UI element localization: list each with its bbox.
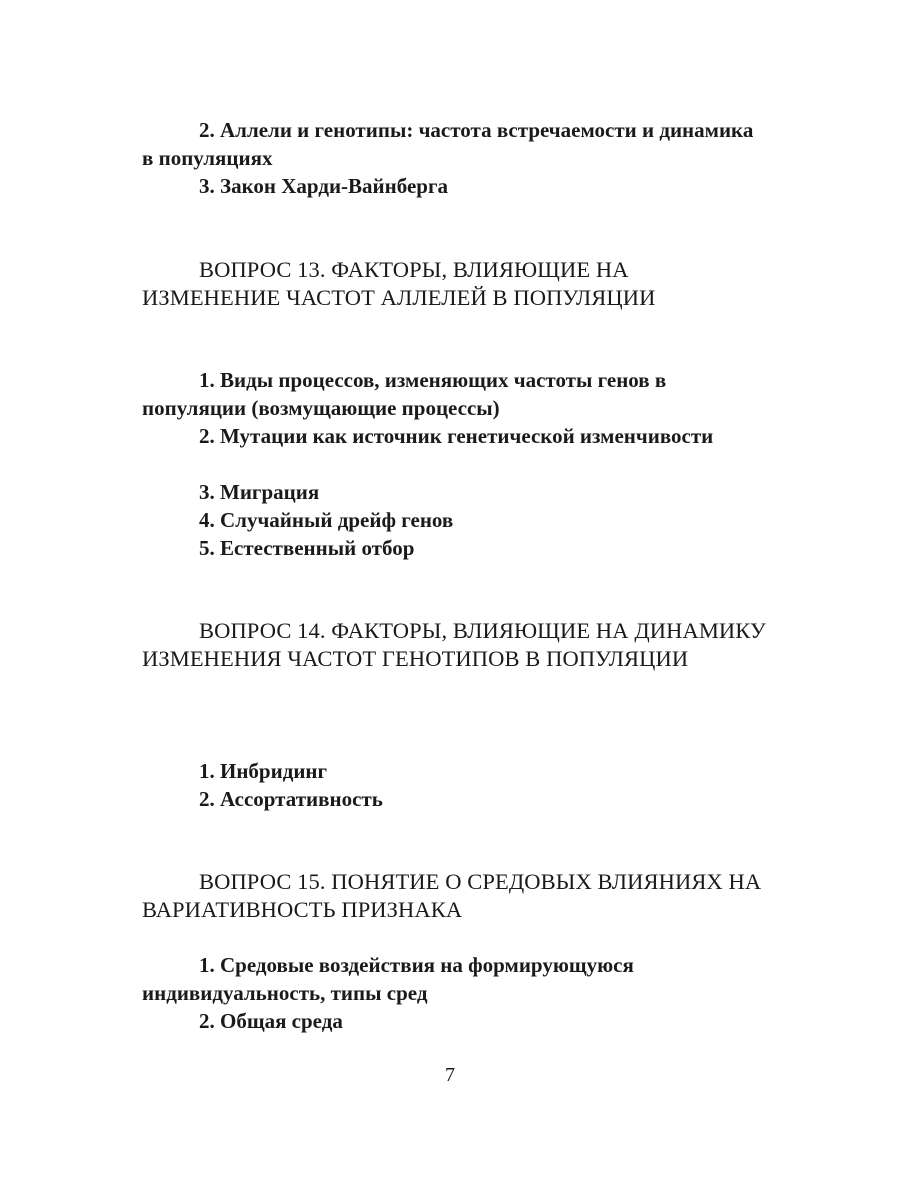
- list-item: 2. Аллели и генотипы: частота встречаемости и динамика в популяциях: [142, 118, 754, 170]
- list-item: 4. Случайный дрейф генов: [199, 508, 454, 532]
- question-14-heading: ВОПРОС 14. ФАКТОРЫ, ВЛИЯЮЩИЕ НА ДИНАМИКУ ИЗМЕНЕНИЯ ЧАСТОТ ГЕНОТИПОВ В ПОПУЛЯЦИИ: [142, 618, 766, 671]
- page-number: 7: [445, 1064, 455, 1086]
- list-item: 1. Инбридинг: [199, 759, 328, 783]
- list-item: 3. Закон Харди-Вайнберга: [199, 174, 449, 198]
- list-item: 2. Ассортативность: [199, 787, 383, 811]
- list-item: 2. Мутации как источник генетической изменчивости: [199, 424, 714, 448]
- list-item: 5. Естественный отбор: [199, 536, 415, 560]
- list-item: 1. Виды процессов, изменяющих частоты генов в популяции (возмущающие процессы): [142, 368, 667, 420]
- question-13-heading: ВОПРОС 13. ФАКТОРЫ, ВЛИЯЮЩИЕ НА ИЗМЕНЕНИЕ ЧАСТОТ АЛЛЕЛЕЙ В ПОПУЛЯЦИИ: [142, 257, 656, 310]
- list-item: 2. Общая среда: [199, 1009, 343, 1033]
- list-item: 1. Средовые воздействия на формирующуюся индивидуальность, типы сред: [142, 953, 634, 1005]
- list-item: 3. Миграция: [199, 480, 320, 504]
- question-15-heading: ВОПРОС 15. ПОНЯТИЕ О СРЕДОВЫХ ВЛИЯНИЯХ НА ВАРИАТИВНОСТЬ ПРИЗНАКА: [142, 869, 762, 922]
